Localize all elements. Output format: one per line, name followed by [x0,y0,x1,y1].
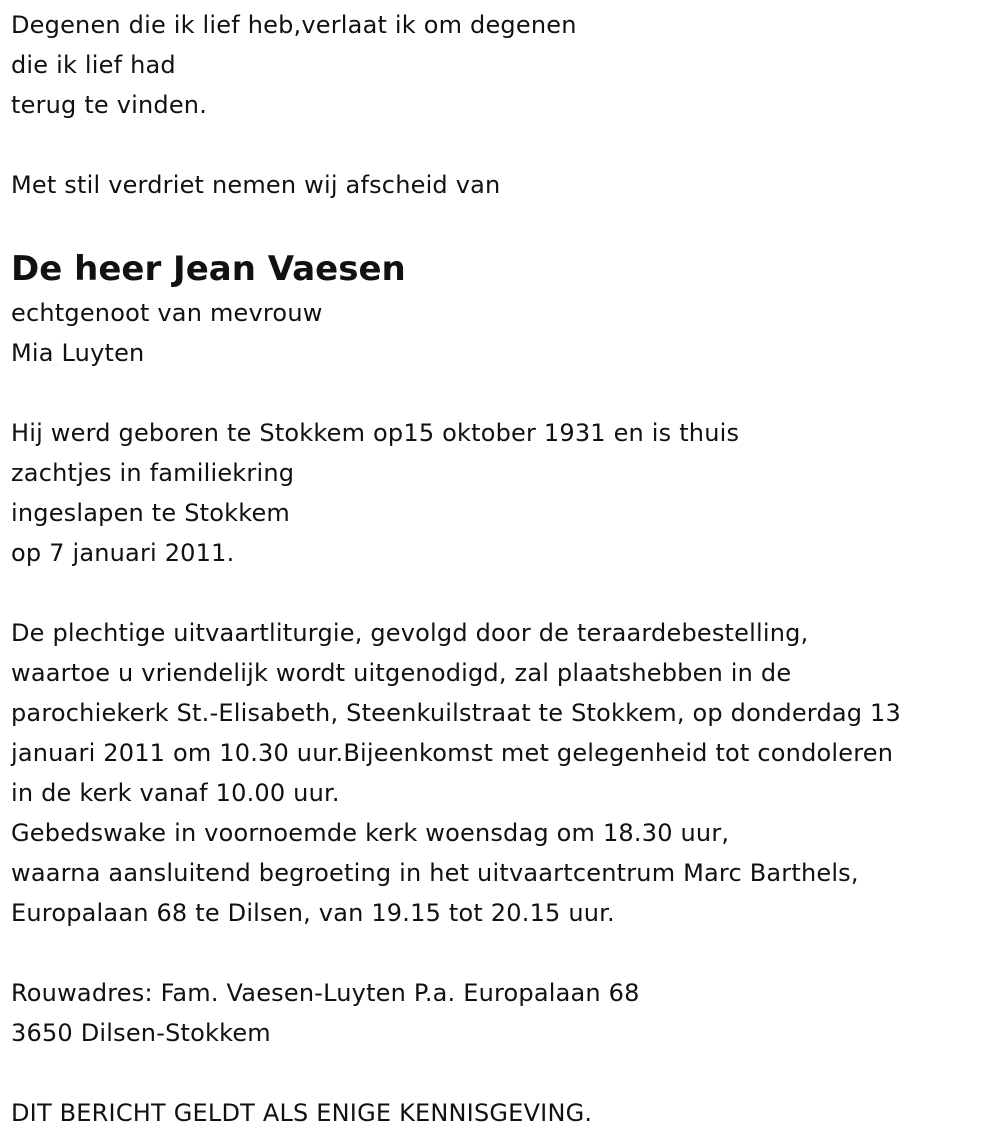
detail-line: op 7 januari 2011. [11,539,235,567]
spouse [11,293,1000,373]
funeral-line: waartoe u vriendelijk wordt uitgenodigd, zal plaatshebben in de [11,659,792,687]
poem-line: die ik lief had [11,51,176,79]
poem-line: terug te vinden. [11,91,208,119]
funeral-line: in de kerk vanaf 10.00 uur. [11,779,340,807]
funeral-line: Gebedswake in voornoemde kerk woensdag om 18.30 uur, [11,819,730,847]
mourning-address [11,973,1000,1053]
poem-line: Degenen die ik lief heb,verlaat ik om degenen [11,11,577,39]
intro-text: Met stil verdriet nemen wij afscheid van [11,171,501,199]
address-line: 3650 Dilsen-Stokkem [11,1019,271,1047]
spouse-line: Mia Luyten [11,339,145,367]
birth-death-details [11,413,1000,573]
funeral-line: januari 2011 om 10.30 uur.Bijeenkomst met gelegenheid tot condoleren [11,739,894,767]
funeral-details [11,613,1000,933]
address-line: Rouwadres: Fam. Vaesen-Luyten P.a. Europalaan 68 [11,979,640,1007]
funeral-line: parochiekerk St.-Elisabeth, Steenkuilstraat te Stokkem, op donderdag 13 [11,699,902,727]
spouse-line: echtgenoot van mevrouw [11,299,323,327]
funeral-line: waarna aansluitend begroeting in het uitvaartcentrum Marc Barthels, [11,859,859,887]
detail-line: zachtjes in familiekring [11,459,295,487]
poem [11,5,1000,125]
detail-line: ingeslapen te Stokkem [11,499,291,527]
funeral-line: De plechtige uitvaartliturgie, gevolgd door de teraardebestelling, [11,619,809,647]
deceased-name: De heer Jean Vaesen [11,249,406,289]
funeral-line: Europalaan 68 te Dilsen, van 19.15 tot 20.15 uur. [11,899,615,927]
notice-text: DIT BERICHT GELDT ALS ENIGE KENNISGEVING. [11,1099,593,1127]
detail-line: Hij werd geboren te Stokkem op15 oktober 1931 en is thuis [11,419,740,447]
